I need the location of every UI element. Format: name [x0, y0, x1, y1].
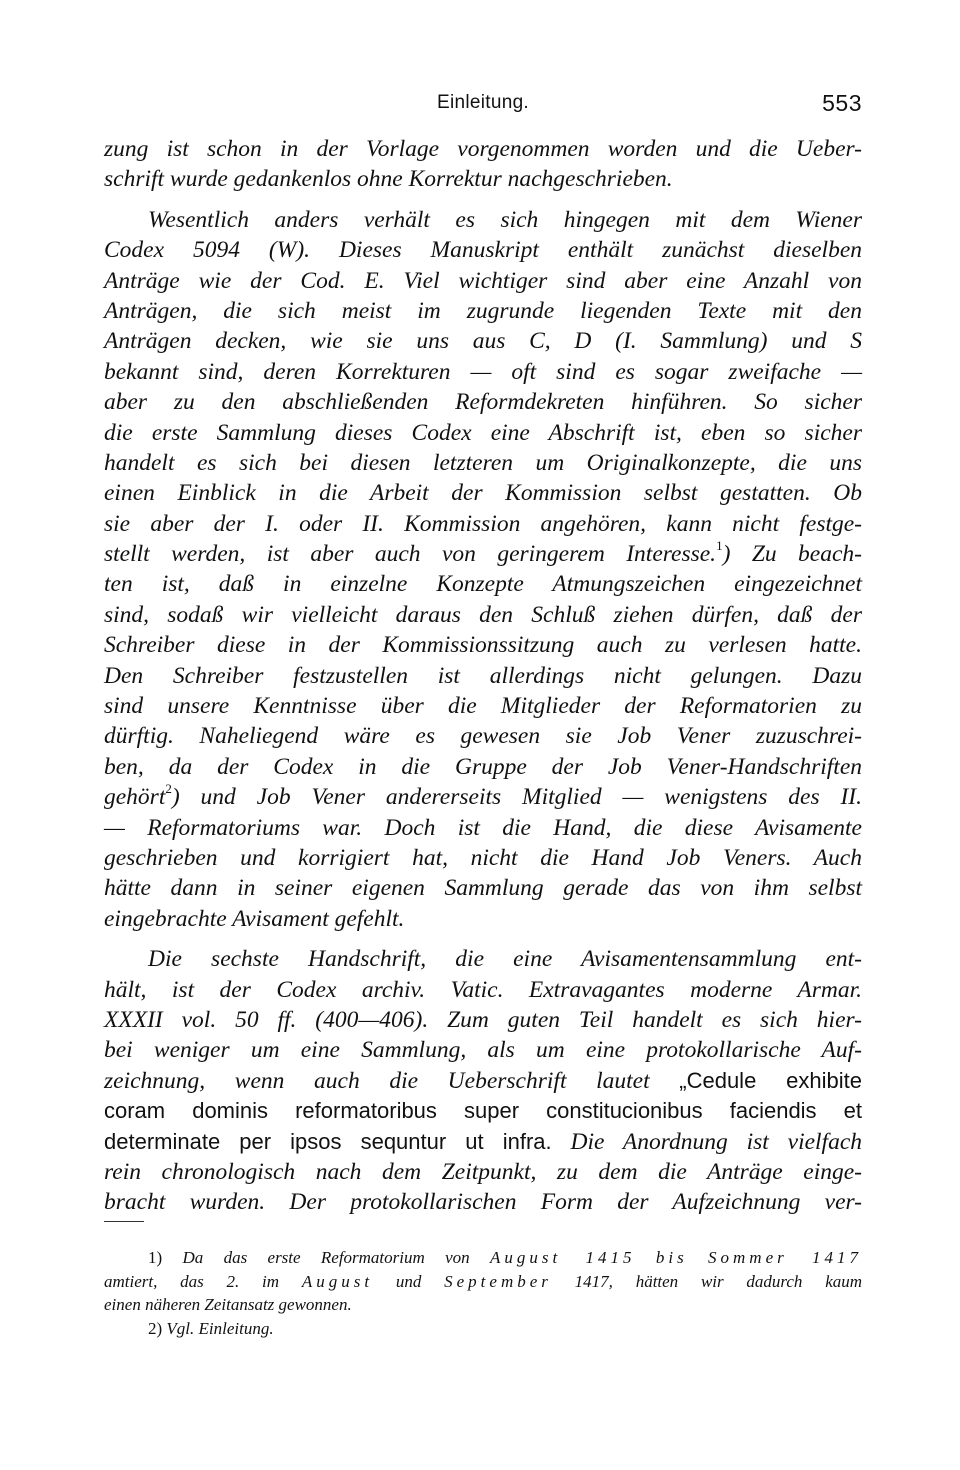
text-line: bracht wurden. Der protokollarischen Form der Aufzeichnung ver-: [104, 1189, 862, 1216]
page-number: 553: [822, 90, 862, 116]
footnote-text: bis: [655, 1248, 688, 1267]
footnote-mark: 1): [148, 1248, 163, 1267]
footnote-text: und: [395, 1271, 422, 1291]
footnote-text: Da das erste Reformatorium von: [182, 1248, 470, 1267]
text-line: geschrieben und korrigiert hat, nicht die Hand Job Veners. Auch: [104, 844, 862, 871]
text-line: sie aber der I. oder II. Kommission angehören, kann nicht festge-: [104, 510, 862, 537]
footnotes: [104, 1246, 862, 1340]
text-segment: gehört: [104, 784, 166, 811]
text-line: Anträgen decken, wie sie uns aus C, D (I. Sammlung) und S: [104, 328, 862, 355]
text-line: die erste Sammlung dieses Codex eine Abschrift ist, eben so sicher: [104, 419, 862, 446]
text-line: [104, 539, 862, 569]
text-line: ten ist, daß in einzelne Konzepte Atmungszeichen eingezeichnet: [104, 571, 862, 598]
footnote-1: [104, 1246, 862, 1270]
latin-quote: „Cedule exhibite: [679, 1067, 863, 1093]
footnote-text: amtiert, das 2. im: [104, 1271, 280, 1291]
text-line: — Reformatoriums war. Doch ist die Hand, die diese Avisamente: [104, 814, 862, 841]
text-line: hätte dann in seiner eigenen Sammlung gerade das von ihm selbst: [104, 875, 862, 902]
body-text: [104, 134, 862, 1218]
running-head-title: Einleitung.: [436, 92, 530, 113]
text-line: einen Einblick in die Arbeit der Kommission selbst gestatten. Ob: [104, 480, 862, 507]
text-line: Die sechste Handschrift, die eine Avisamentensammlung ent-: [148, 946, 862, 973]
footnote-ref-1[interactable]: 1: [716, 538, 723, 554]
footnote-text: August: [301, 1271, 374, 1291]
text-line: handelt es sich bei diesen letzteren um Originalkonzepte, die uns: [104, 449, 862, 476]
text-segment: ) Zu beach-: [722, 541, 862, 568]
text-segment: Die Anordnung ist vielfach: [570, 1128, 863, 1155]
text-line: Anträgen, die sich meist im zugrunde liegenden Texte mit den: [104, 297, 862, 324]
text-line: Codex 5094 (W). Dieses Manuskript enthält zunächst dieselben: [104, 237, 862, 264]
latin-quote-line: coram dominis reformatoribus super constitucionibus faciendis et: [104, 1098, 862, 1124]
footnote-1-line: einen näheren Zeitansatz gewonnen.: [104, 1295, 352, 1314]
footnote-rule: [104, 1221, 144, 1222]
text-line: zung ist schon in der Vorlage vorgenommen worden und die Ueber-: [104, 136, 862, 162]
footnote-text: 1417, hätten wir dadurch kaum: [574, 1271, 863, 1291]
text-line: ben, da der Codex in die Gruppe der Job Vener-Handschriften: [104, 753, 862, 780]
text-line: dürftig. Naheliegend wäre es gewesen sie Job Vener zuzuschrei-: [104, 723, 862, 750]
text-line: schrift wurde gedankenlos ohne Korrektur nachgeschrieben.: [104, 166, 673, 193]
text-line: Anträge wie der Cod. E. Viel wichtiger sind aber eine Anzahl von: [104, 267, 862, 294]
text-line: [104, 1127, 862, 1157]
footnote-text: August 1415: [489, 1248, 636, 1267]
text-segment: stellt werden, ist aber auch von geringerem Interesse.: [104, 541, 717, 568]
footnote-text: Vgl. Einleitung.: [166, 1318, 274, 1338]
text-line: sind unsere Kenntnisse über die Mitglieder der Reformatorien zu: [104, 693, 862, 720]
footnote-text: September: [444, 1271, 552, 1291]
footnote-1-line: [104, 1270, 862, 1294]
text-line: hält, ist der Codex archiv. Vatic. Extravagantes moderne Armar.: [104, 976, 862, 1003]
text-line: aber zu den abschließenden Reformdekreten hinführen. So sicher: [104, 389, 862, 416]
text-line: Schreiber diese in der Kommissionssitzung auch zu verlesen hatte.: [104, 632, 862, 659]
text-line: [104, 782, 862, 812]
footnote-mark: 2): [148, 1318, 163, 1338]
footnote-2: [104, 1317, 862, 1341]
footnote-ref-2[interactable]: 2: [165, 781, 172, 797]
text-segment: ) und Job Vener andererseits Mitglied — wenigstens des II.: [171, 784, 862, 811]
latin-quote: determinate per ipsos sequntur ut infra.: [104, 1128, 552, 1154]
text-line: eingebrachte Avisament gefehlt.: [104, 905, 405, 932]
text-line: bei weniger um eine Sammlung, als um eine protokollarische Auf-: [104, 1037, 862, 1064]
text-line: XXXII vol. 50 ff. (400—406). Zum guten Teil handelt es sich hier-: [104, 1006, 862, 1033]
text-line: Den Schreiber festzustellen ist allerdings nicht gelungen. Dazu: [104, 662, 862, 689]
text-line: Wesentlich anders verhält es sich hingegen mit dem Wiener: [148, 206, 862, 233]
footnote-text: Sommer 1417: [708, 1248, 863, 1267]
text-line: sind, sodaß wir vielleicht daraus den Schluß ziehen dürfen, daß der: [104, 601, 862, 628]
text-line: [104, 1066, 862, 1096]
text-segment: zeichnung, wenn auch die Ueberschrift lautet: [104, 1067, 650, 1094]
text-line: rein chronologisch nach dem Zeitpunkt, zu dem die Anträge einge-: [104, 1158, 862, 1185]
text-line: bekannt sind, deren Korrekturen — oft sind es sogar zweifache —: [104, 358, 862, 385]
running-head: [104, 90, 862, 120]
